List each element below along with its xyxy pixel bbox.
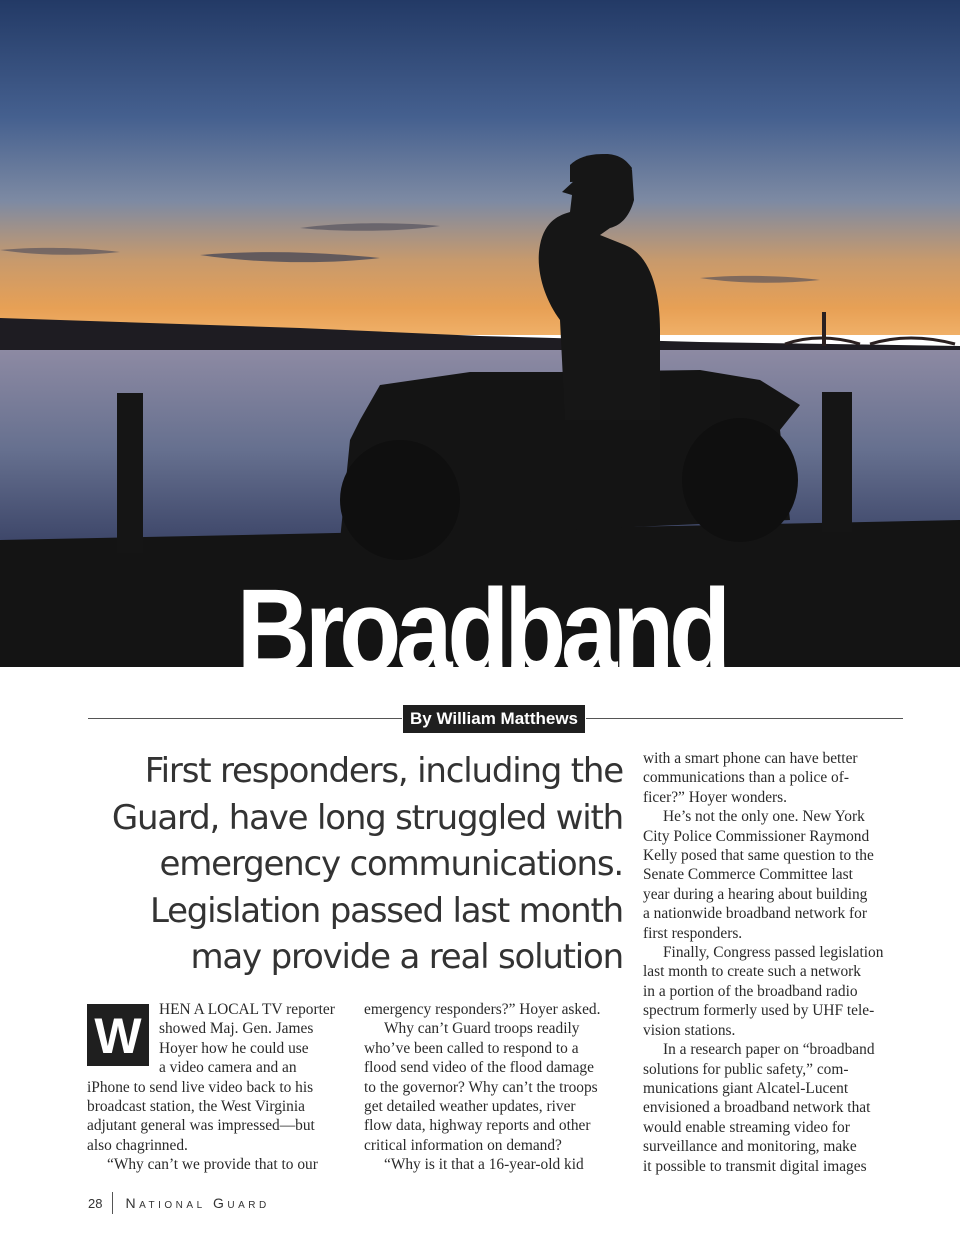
body-line: critical information on demand? xyxy=(364,1136,562,1154)
byline-rule-left xyxy=(88,718,402,719)
body-line: communications than a police of- xyxy=(643,769,850,787)
page-footer xyxy=(88,1192,270,1214)
body-line: flood send video of the flood damage xyxy=(364,1059,594,1077)
body-line: Senate Commerce Committee last xyxy=(643,866,853,884)
body-line: HEN A LOCAL TV reporter xyxy=(159,1001,335,1018)
body-line: envisioned a broadband network that xyxy=(643,1099,871,1117)
body-line: year during a hearing about building xyxy=(643,885,868,903)
body-line: last month to create such a network xyxy=(643,963,861,981)
body-line: first responders. xyxy=(643,924,743,942)
body-line: vision stations. xyxy=(643,1021,736,1039)
body-line: flow data, highway reports and other xyxy=(364,1117,591,1135)
body-line: In a research paper on “broadband xyxy=(663,1041,875,1059)
footer-divider xyxy=(112,1192,113,1214)
body-line: a nationwide broadband network for xyxy=(643,905,867,923)
byline-rule-right xyxy=(586,718,903,719)
page-number: 28 xyxy=(88,1195,103,1211)
byline: By William Matthews xyxy=(403,705,585,733)
body-line: Finally, Congress passed legislation xyxy=(663,944,884,962)
body-line: would enable streaming video for xyxy=(643,1118,850,1136)
body-line: showed Maj. Gen. James xyxy=(159,1020,314,1038)
body-line: He’s not the only one. New York xyxy=(663,808,865,826)
body-line: ficer?” Hoyer wonders. xyxy=(643,788,788,806)
article-column-2 xyxy=(364,1000,626,1175)
dropcap: W xyxy=(87,1004,149,1066)
deck-subheadline: First responders, including the Guard, have long struggled with emergency communications. Legislation passed last month may provide a real solution xyxy=(111,751,623,977)
magazine-name: National Guard xyxy=(125,1195,270,1211)
body-line: broadcast station, the West Virginia xyxy=(87,1098,305,1116)
body-line: who’ve been called to respond to a xyxy=(364,1039,579,1057)
body-line: to the governor? Why can’t the troops xyxy=(364,1078,598,1096)
body-line: Hoyer how he could use xyxy=(159,1039,309,1057)
body-line: a video camera and an xyxy=(159,1059,297,1077)
body-line: spectrum formerly used by UHF tele- xyxy=(643,1002,875,1020)
body-line: in a portion of the broadband radio xyxy=(643,982,858,1000)
article-column-3 xyxy=(643,749,905,1176)
body-line: “Why can’t we provide that to our xyxy=(107,1156,318,1174)
body-line: “Why is it that a 16-year-old kid xyxy=(384,1156,584,1174)
body-line: with a smart phone can have better xyxy=(643,750,858,767)
body-line: solutions for public safety,” com- xyxy=(643,1060,849,1078)
body-line: get detailed weather updates, river xyxy=(364,1098,576,1116)
body-line: iPhone to send live video back to his xyxy=(87,1078,314,1096)
headline: Broadband xyxy=(236,565,726,697)
body-line: it possible to transmit digital images xyxy=(643,1157,867,1175)
body-line: surveillance and monitoring, make xyxy=(643,1138,857,1156)
article-column-1 xyxy=(87,1000,349,1175)
body-line: City Police Commissioner Raymond xyxy=(643,827,870,845)
body-line: adjutant general was impressed—but xyxy=(87,1117,315,1135)
body-line: Kelly posed that same question to the xyxy=(643,847,874,865)
body-line: emergency responders?” Hoyer asked. xyxy=(364,1001,601,1018)
body-line: also chagrinned. xyxy=(87,1136,188,1154)
body-line: Why can’t Guard troops readily xyxy=(384,1020,580,1038)
body-line: munications giant Alcatel-Lucent xyxy=(643,1079,849,1097)
